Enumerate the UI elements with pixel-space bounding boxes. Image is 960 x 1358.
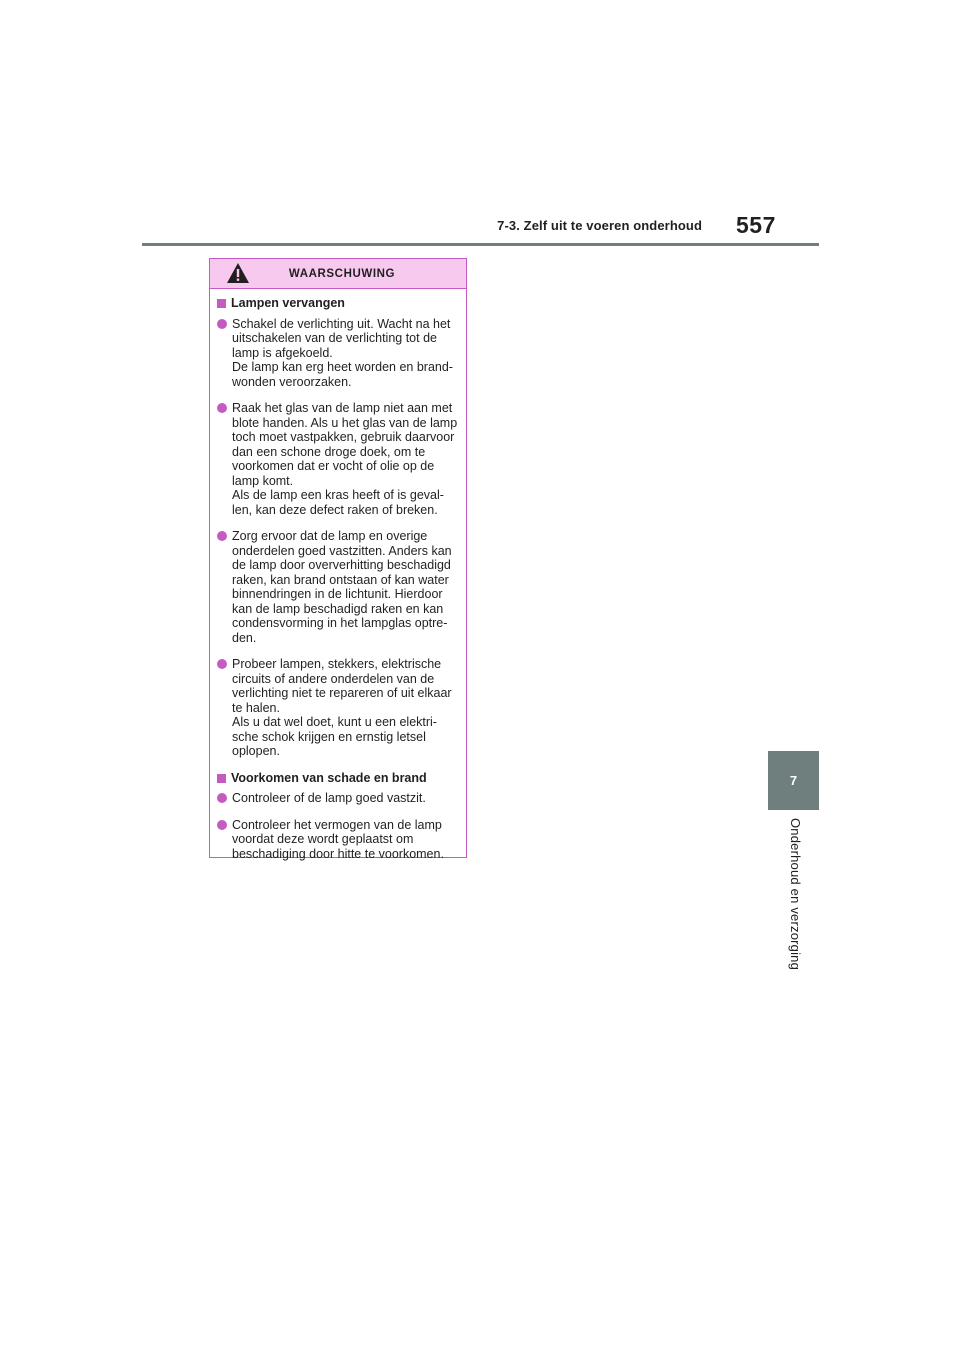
- list-item-text: Controleer het vermogen van de lamp voordat deze wordt geplaatst om beschadiging door hitte te voorkomen.: [232, 817, 444, 861]
- round-bullet-icon: [217, 319, 227, 329]
- square-bullet-icon: [217, 774, 226, 783]
- chapter-tab: 7: [768, 751, 819, 810]
- list-item: [217, 317, 460, 390]
- list-item-text: Controleer of de lamp goed vastzit.: [232, 791, 426, 805]
- list-item: [217, 657, 460, 759]
- section-heading-text: Lampen vervangen: [231, 296, 345, 310]
- warning-triangle-icon: [226, 262, 250, 284]
- list-item: [217, 791, 460, 806]
- round-bullet-icon: [217, 793, 227, 803]
- round-bullet-icon: [217, 659, 227, 669]
- warning-body: [210, 289, 466, 861]
- section-heading: [217, 771, 460, 786]
- square-bullet-icon: [217, 299, 226, 308]
- header-section-title: 7-3. Zelf uit te voeren onderhoud: [497, 218, 702, 233]
- list-item: [217, 401, 460, 517]
- warning-header: [210, 259, 466, 289]
- warning-title: WAARSCHUWING: [288, 267, 396, 280]
- section-heading: [217, 296, 460, 311]
- list-item-text: Probeer lampen, stekkers, elektrische circuits of andere onderdelen van de verlichting niet te repareren of uit elkaar te halen. Als u dat wel doet, kunt u een elektri-sche schok krijgen en ernstig letsel oplopen.: [232, 657, 452, 758]
- round-bullet-icon: [217, 403, 227, 413]
- section-heading-text: Voorkomen van schade en brand: [231, 770, 427, 785]
- chapter-title-vertical: Onderhoud en verzorging: [788, 818, 803, 971]
- round-bullet-icon: [217, 820, 227, 830]
- list-item: [217, 818, 460, 862]
- page-number: 557: [736, 212, 776, 238]
- list-item-text: Schakel de verlichting uit. Wacht na het uitschakelen van de verlichting tot de lamp is afgekoeld. De lamp kan erg heet worden en brand-wonden veroorzaken.: [232, 316, 453, 389]
- round-bullet-icon: [217, 531, 227, 541]
- list-item: [217, 529, 460, 645]
- list-item-text: Raak het glas van de lamp niet aan met blote handen. Als u het glas van de lamp toch moet vastpakken, gebruik daarvoor dan een schone droge doek, om te voorkomen dat er vocht of olie op de lamp komt. Als de lamp een kras heeft of is geval-len, kan deze defect raken of breken.: [232, 401, 458, 517]
- header-rule: [142, 243, 819, 246]
- warning-box: [209, 258, 467, 861]
- list-item-text: Zorg ervoor dat de lamp en overige onderdelen goed vastzitten. Anders kan de lamp door oververhitting beschadigd raken, kan brand ontstaan of kan water binnendringen in de lichtunit. Hierdoor kan de lamp beschadigd raken en kan condensvorming in het lampglas optre-den.: [232, 529, 452, 645]
